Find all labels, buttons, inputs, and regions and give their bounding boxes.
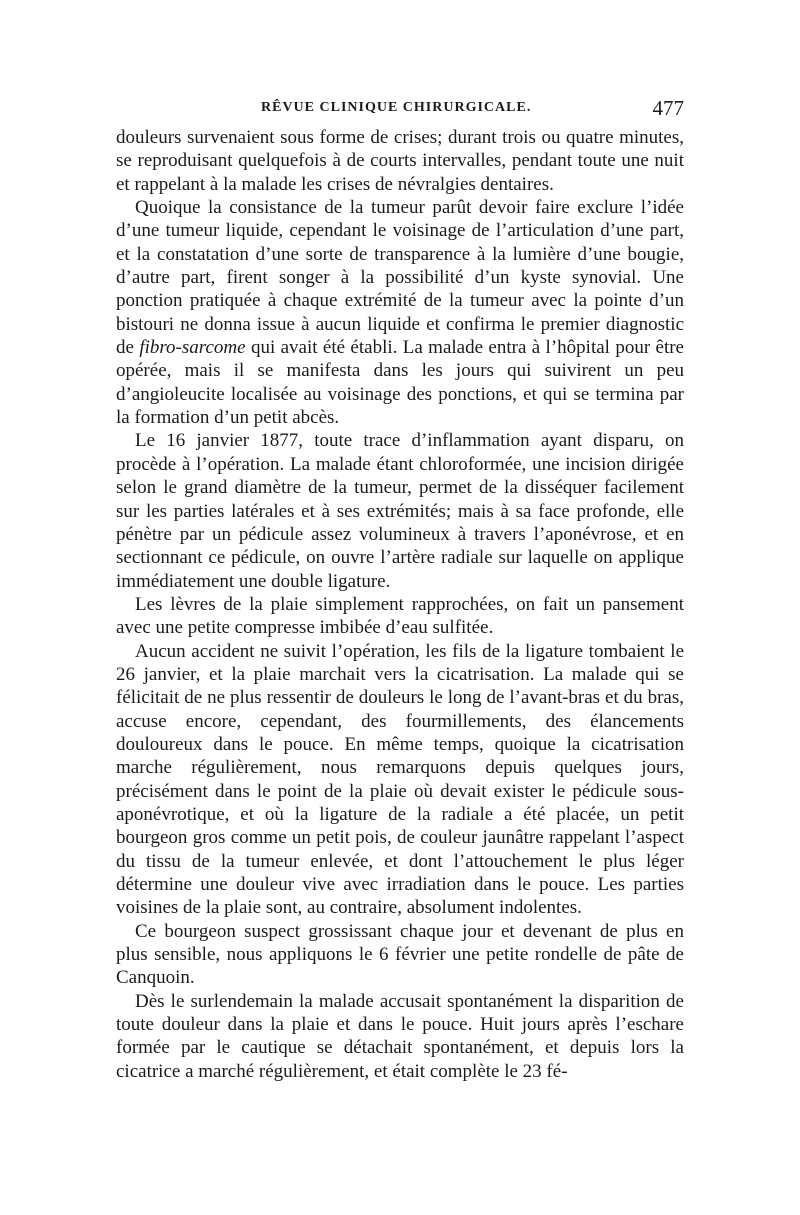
running-header [116,96,684,126]
paragraph-7: Dès le surlendemain la malade accusait spontanément la disparition de toute douleur dans la plaie et dans le pouce. Huit jours après l’eschare formée par le cautique se détachait spontanément, et depuis lors la cicatrice a marché régulièrement, et était complète le 23 fé- [116,990,684,1082]
diagnosis-emphasis: fibro-sarcome [139,337,246,359]
paragraph-6: Ce bourgeon suspect grossissant chaque jour et devenant de plus en plus sensible, nous appliquons le 6 février une petite rondelle de pâte de Canquoin. [116,920,684,989]
running-title: RÊVUE CLINIQUE CHIRURGICALE. [261,100,532,115]
page-number: 477 [652,96,684,120]
paragraph-2 [116,196,684,429]
paragraph-4: Les lèvres de la plaie simplement rapprochées, on fait un pansement avec une petite compresse imbibée d’eau sulfitée. [116,593,684,639]
book-page [116,96,684,1083]
paragraph-5: Aucun accident ne suivit l’opération, les fils de la ligature tombaient le 26 janvier, et la plaie marchait vers la cicatrisation. La malade qui se félicitait de ne plus ressentir de douleurs le long de l’avant-bras et du bras, accuse encore, cependant, des fourmillements, des élancements douloureux dans le pouce. En même temps, quoique la cicatrisation marche régulièrement, nous remarquons depuis quelques jours, précisément dans le point de la plaie où devait exister le pédicule sous-aponévrotique, et où la ligature de la radiale a été placée, un petit bourgeon gros comme un petit pois, de couleur jaunâtre rappelant l’aspect du tissu de la tumeur enlevée, et dont l’attouchement le plus léger détermine une douleur vive avec irradiation dans le pouce. Les parties voisines de la plaie sont, au contraire, absolument indolentes. [116,640,684,919]
paragraph-2-text-after: qui avait été établi. La malade entra à l’hôpital pour être opérée, mais il se manifesta dans les jours qui suivirent un peu d’angioleucite localisée au voisinage des ponctions, et qui se termina par la formation d’un petit abcès. [116,337,684,429]
paragraph-2-text-before: Quoique la consistance de la tumeur parût devoir faire exclure l’idée d’une tumeur liquide, cependant le voisinage de l’articulation d’une part, et la constatation d’une sorte de transparence à la lumière d’une bougie, d’autre part, firent songer à la possibilité d’un kyste synovial. Une ponction pratiquée à chaque extrémité de la tumeur avec la pointe d’un bistouri ne donna issue à aucun liquide et confirma le premier diagnostic de [116,197,684,359]
body-text [116,126,684,1083]
paragraph-1: douleurs survenaient sous forme de crises; durant trois ou quatre minutes, se reproduisant quelquefois à de courts intervalles, pendant toute une nuit et rappelant à la malade les crises de névralgies dentaires. [116,127,684,195]
paragraph-3: Le 16 janvier 1877, toute trace d’inflammation ayant disparu, on procède à l’opération. La malade étant chloroformée, une incision dirigée selon le grand diamètre de la tumeur, permet de la disséquer facilement sur les parties latérales et à ses extrémités; mais à sa face profonde, elle pénètre par un pédicule assez volumineux à travers l’aponévrose, et en sectionnant ce pédicule, on ouvre l’artère radiale sur laquelle on applique immédiatement une double ligature. [116,430,684,592]
